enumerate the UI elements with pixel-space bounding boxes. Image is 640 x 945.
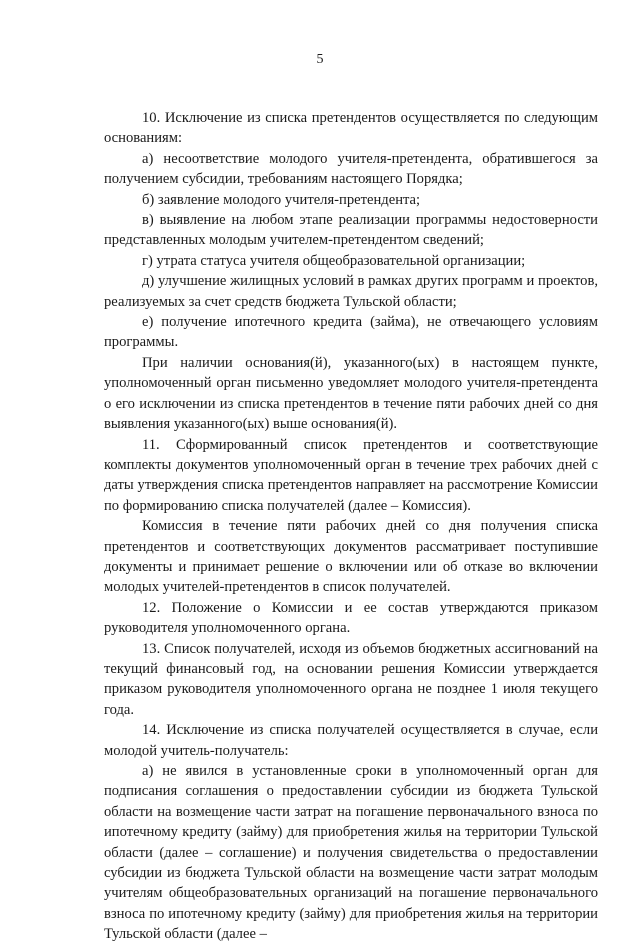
paragraph-10-item-b: б) заявление молодого учителя-претендента; [142, 191, 421, 208]
paragraph-10-item-d: д) улучшение жилищных условий в рамках других программ и проектов, реализуемых за счет средств бюджета Тульской области; [104, 273, 598, 310]
paragraph-10-item-e: е) получение ипотечного кредита (займа), не отвечающего условиям программы. [104, 314, 598, 351]
paragraph-12: 12. Положение о Комиссии и ее состав утверждаются приказом руководителя уполномоченного органа. [104, 599, 598, 637]
paragraph-14-heading: 14. Исключение из списка получателей осуществляется в случае, если молодой учитель-получатель: [104, 722, 598, 759]
document-body [104, 108, 598, 945]
paragraph-11-commission: Комиссия в течение пяти рабочих дней со дня получения списка претендентов и соответствующих документов рассматривает поступившие документы и принимает решение о включении или об отказе во включении молодых учителей-претендентов в список получателей. [104, 518, 598, 596]
paragraph-11: 11. Сформированный список претендентов и соответствующие комплекты документов уполномоченный орган в течение трех рабочих дней с даты утверждения списка претендентов направляет на рассмотрение Комиссии по формированию списка получателей (далее – Комиссия). [104, 436, 598, 514]
paragraph-10-item-a: а) несоответствие молодого учителя-претендента, обратившегося за получением субсидии, требованиям настоящего Порядка; [104, 150, 598, 188]
page-number: 5 [316, 52, 324, 67]
paragraph-13: 13. Список получателей, исходя из объемов бюджетных ассигнований на текущий финансовый год, на основании решения Комиссии утверждается приказом руководителя уполномоченного органа не позднее 1 июля текущего года. [104, 640, 598, 718]
paragraph-10-item-v: в) выявление на любом этапе реализации программы недостоверности представленных молодым учителем-претендентом сведений; [104, 212, 598, 249]
paragraph-10-heading: 10. Исключение из списка претендентов осуществляется по следующим основаниям: [104, 110, 598, 147]
paragraph-10-item-g: г) утрата статуса учителя общеобразовательной организации; [142, 252, 526, 269]
paragraph-10-notification: При наличии основания(й), указанного(ых) в настоящем пункте, уполномоченный орган письменно уведомляет молодого учителя-претендента о его исключении из списка претендентов в течение пяти рабочих дней со дня выявления указанного(ых) выше основания(й). [104, 354, 598, 433]
paragraph-14-item-a: а) не явился в установленные сроки в уполномоченный орган для подписания соглашения о предоставлении субсидии из бюджета Тульской области на возмещение части затрат на погашение первоначального взноса по ипотечному кредиту (займу) для приобретения жилья на территории Тульской области (далее – соглашение) и получения свидетельства о предоставлении субсидии из бюджета Тульской области на возмещение части затрат молодым учителям общеобразовательных организаций на погашение первоначального взноса по ипотечному кредиту (займу) для приобретения жилья на территории Тульской области (далее – [104, 763, 598, 943]
